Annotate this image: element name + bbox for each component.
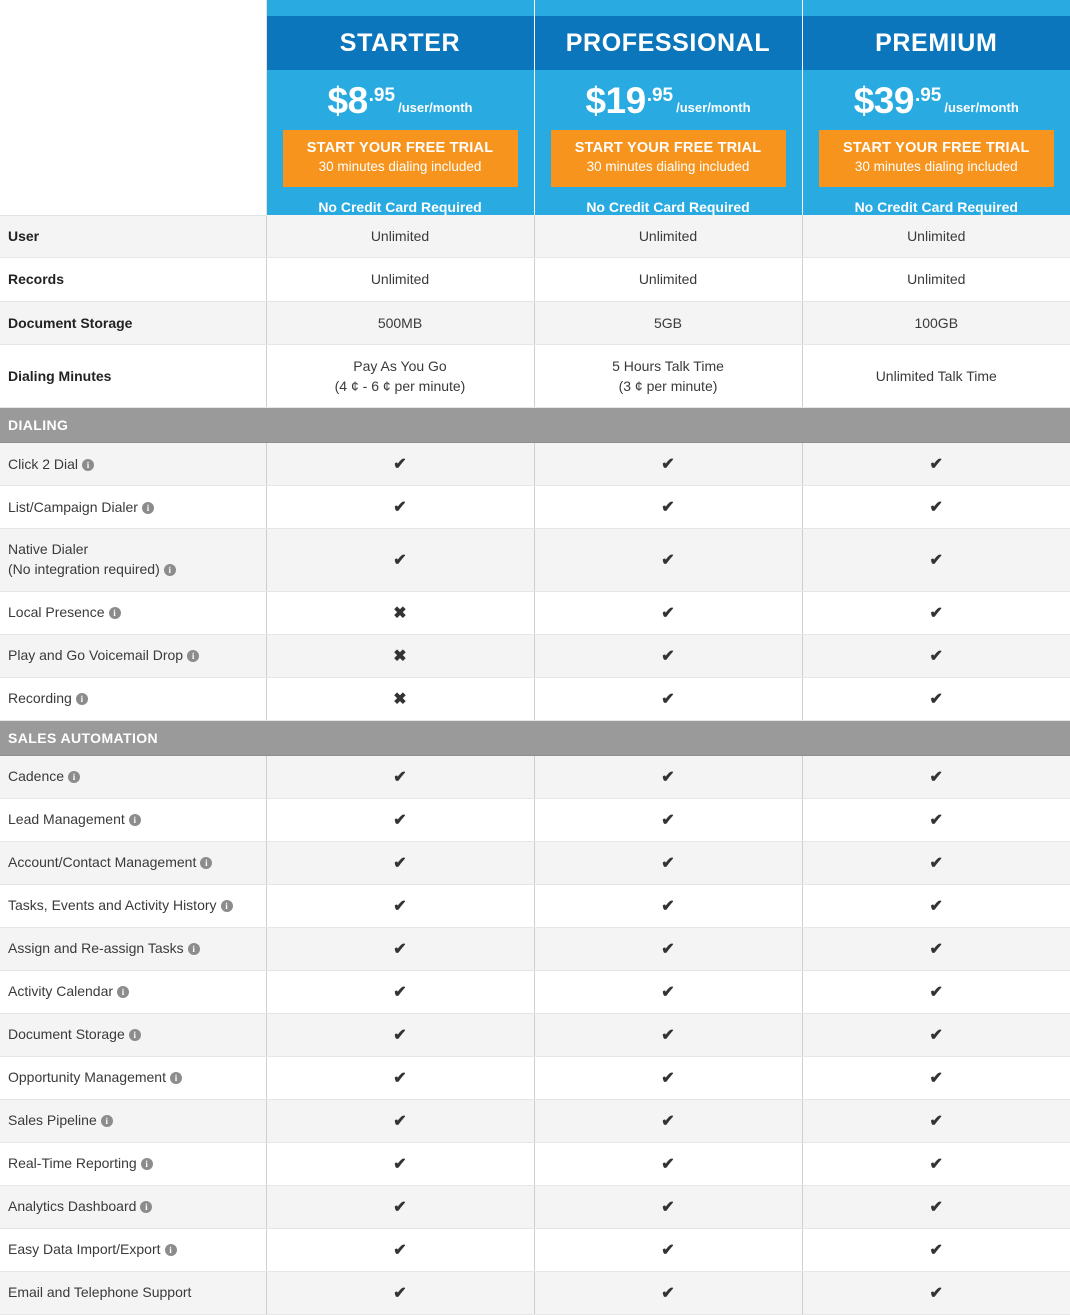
spec-value-main: Unlimited: [809, 269, 1065, 289]
feature-check-starter: [266, 1272, 534, 1315]
feature-label: Analytics Dashboard: [8, 1198, 136, 1214]
info-icon[interactable]: i: [142, 502, 154, 514]
spec-value-professional: [534, 215, 802, 258]
check-icon: ✔: [930, 605, 943, 622]
spec-value-main: Unlimited: [541, 269, 796, 289]
spec-value-main: Unlimited Talk Time: [809, 366, 1065, 386]
feature-label-cell: [0, 1014, 266, 1057]
feature-label-cell: [0, 928, 266, 971]
feature-check-starter: [266, 971, 534, 1014]
spec-value-main: Unlimited: [541, 226, 796, 246]
info-icon[interactable]: i: [129, 814, 141, 826]
feature-check-premium: [802, 1057, 1070, 1100]
feature-label-cell: [0, 1272, 266, 1315]
feature-check-premium: [802, 756, 1070, 799]
check-icon: ✔: [661, 1285, 674, 1302]
feature-label: Assign and Re-assign Tasks: [8, 940, 184, 956]
check-icon: ✔: [661, 812, 674, 829]
check-icon: ✔: [661, 1113, 674, 1130]
plan-title: PROFESSIONAL: [535, 16, 802, 70]
plan-price: [551, 82, 786, 119]
check-icon: ✔: [393, 499, 406, 516]
spec-value-starter: [266, 258, 534, 301]
check-icon: ✔: [661, 1070, 674, 1087]
check-icon: ✔: [661, 499, 674, 516]
check-icon: ✔: [930, 1242, 943, 1259]
feature-check-professional: [534, 842, 802, 885]
feature-check-premium: [802, 443, 1070, 486]
spec-value-starter: [266, 344, 534, 408]
feature-label: Cadence: [8, 768, 64, 784]
table-row: [0, 1143, 1070, 1186]
table-row: [0, 1186, 1070, 1229]
feature-check-starter: [266, 1014, 534, 1057]
feature-label-cell: [0, 1186, 266, 1229]
feature-cross-starter: [266, 635, 534, 678]
feature-label-cell: [0, 1100, 266, 1143]
check-icon: ✔: [661, 984, 674, 1001]
feature-check-premium: [802, 799, 1070, 842]
check-icon: ✔: [930, 1199, 943, 1216]
feature-label-cell: [0, 443, 266, 486]
info-icon[interactable]: i: [109, 607, 121, 619]
feature-check-premium: [802, 1229, 1070, 1272]
check-icon: ✔: [393, 552, 406, 569]
feature-check-starter: [266, 1057, 534, 1100]
cta-main-label: START YOUR FREE TRIAL: [287, 139, 514, 157]
feature-check-starter: [266, 1229, 534, 1272]
spec-value-main: Unlimited: [273, 269, 528, 289]
table-row: [0, 678, 1070, 721]
spec-value-starter: [266, 215, 534, 258]
plan-column-starter: [266, 0, 534, 215]
feature-check-premium: [802, 885, 1070, 928]
feature-check-starter: [266, 1100, 534, 1143]
check-icon: ✔: [661, 769, 674, 786]
start-free-trial-button[interactable]: [551, 130, 786, 187]
table-row: [0, 1272, 1070, 1315]
info-icon[interactable]: i: [117, 986, 129, 998]
price-period: /user/month: [676, 100, 750, 115]
feature-label: Sales Pipeline: [8, 1112, 97, 1128]
feature-check-starter: [266, 443, 534, 486]
spec-value-professional: [534, 301, 802, 344]
spec-value-sub: (4 ¢ - 6 ¢ per minute): [273, 376, 528, 396]
check-icon: ✔: [393, 1242, 406, 1259]
spec-value-main: Pay As You Go: [273, 356, 528, 376]
feature-check-premium: [802, 842, 1070, 885]
feature-check-professional: [534, 1057, 802, 1100]
feature-label: Click 2 Dial: [8, 456, 78, 472]
info-icon[interactable]: i: [141, 1158, 153, 1170]
spec-value-main: 5 Hours Talk Time: [541, 356, 796, 376]
price-cents: .95: [369, 85, 395, 106]
feature-label: Play and Go Voicemail Drop: [8, 647, 183, 663]
check-icon: ✔: [661, 1199, 674, 1216]
table-row: [0, 215, 1070, 258]
feature-check-premium: [802, 971, 1070, 1014]
check-icon: ✔: [930, 1070, 943, 1087]
info-icon[interactable]: i: [221, 900, 233, 912]
table-row: [0, 756, 1070, 799]
spec-value-main: Unlimited: [273, 226, 528, 246]
feature-label: Activity Calendar: [8, 983, 113, 999]
feature-check-starter: [266, 756, 534, 799]
cta-sub-label: 30 minutes dialing included: [823, 157, 1051, 177]
feature-label-cell: [0, 842, 266, 885]
cross-icon: ✖: [393, 648, 406, 665]
feature-check-premium: [802, 592, 1070, 635]
feature-check-professional: [534, 971, 802, 1014]
feature-check-premium: [802, 1272, 1070, 1315]
check-icon: ✔: [393, 456, 406, 473]
feature-label-cell: [0, 885, 266, 928]
info-icon[interactable]: i: [129, 1029, 141, 1041]
feature-check-starter: [266, 928, 534, 971]
cross-icon: ✖: [393, 691, 406, 708]
price-cents: .95: [647, 85, 673, 106]
spec-value-premium: [802, 215, 1070, 258]
start-free-trial-button[interactable]: [819, 130, 1055, 187]
check-icon: ✔: [393, 984, 406, 1001]
plan-title: STARTER: [267, 16, 534, 70]
feature-label-cell: [0, 1143, 266, 1186]
check-icon: ✔: [393, 769, 406, 786]
feature-check-starter: [266, 799, 534, 842]
feature-check-premium: [802, 1100, 1070, 1143]
table-row: [0, 258, 1070, 301]
cta-main-label: START YOUR FREE TRIAL: [823, 139, 1051, 157]
spec-value-professional: [534, 258, 802, 301]
check-icon: ✔: [930, 1113, 943, 1130]
feature-check-professional: [534, 799, 802, 842]
check-icon: ✔: [393, 812, 406, 829]
feature-check-premium: [802, 928, 1070, 971]
spec-value-main: 100GB: [809, 313, 1065, 333]
check-icon: ✔: [661, 1156, 674, 1173]
table-row: [0, 301, 1070, 344]
spec-value-main: Unlimited: [809, 226, 1065, 246]
check-icon: ✔: [393, 1027, 406, 1044]
price-amount: $39: [854, 80, 914, 121]
feature-check-professional: [534, 678, 802, 721]
spec-value-sub: (3 ¢ per minute): [541, 376, 796, 396]
feature-label-cell: [0, 678, 266, 721]
feature-check-premium: [802, 635, 1070, 678]
check-icon: ✔: [393, 1285, 406, 1302]
feature-check-professional: [534, 486, 802, 529]
feature-label: Tasks, Events and Activity History: [8, 897, 217, 913]
info-icon[interactable]: i: [140, 1201, 152, 1213]
plan-price: [819, 82, 1055, 119]
table-row: [0, 344, 1070, 408]
check-icon: ✔: [930, 648, 943, 665]
spec-value-main: 500MB: [273, 313, 528, 333]
check-icon: ✔: [930, 984, 943, 1001]
check-icon: ✔: [930, 898, 943, 915]
check-icon: ✔: [661, 1242, 674, 1259]
check-icon: ✔: [393, 855, 406, 872]
no-credit-card-note: No Credit Card Required: [819, 187, 1055, 215]
feature-check-professional: [534, 1272, 802, 1315]
spec-label: Records: [0, 258, 266, 301]
spec-value-premium: [802, 344, 1070, 408]
no-credit-card-note: No Credit Card Required: [283, 187, 518, 215]
info-icon[interactable]: i: [68, 771, 80, 783]
check-icon: ✔: [393, 1156, 406, 1173]
check-icon: ✔: [393, 1113, 406, 1130]
feature-check-professional: [534, 592, 802, 635]
table-row: [0, 799, 1070, 842]
feature-label: Email and Telephone Support: [8, 1284, 191, 1300]
header-blank-cell: [0, 0, 266, 215]
feature-label: Recording: [8, 690, 72, 706]
check-icon: ✔: [930, 769, 943, 786]
section-header-row: [0, 408, 1070, 443]
feature-label-cell: [0, 971, 266, 1014]
no-credit-card-note: No Credit Card Required: [551, 187, 786, 215]
feature-cross-starter: [266, 678, 534, 721]
feature-check-premium: [802, 1014, 1070, 1057]
section-title: DIALING: [0, 408, 1070, 443]
plan-price: [283, 82, 518, 119]
table-row: [0, 529, 1070, 592]
feature-label: Native Dialer: [8, 541, 88, 557]
cta-main-label: START YOUR FREE TRIAL: [555, 139, 782, 157]
spec-label: Dialing Minutes: [0, 344, 266, 408]
feature-check-professional: [534, 635, 802, 678]
feature-label: Account/Contact Management: [8, 854, 196, 870]
feature-label: Real-Time Reporting: [8, 1155, 137, 1171]
feature-label: Lead Management: [8, 811, 125, 827]
check-icon: ✔: [930, 1285, 943, 1302]
info-icon[interactable]: i: [82, 459, 94, 471]
info-icon[interactable]: i: [170, 1072, 182, 1084]
check-icon: ✔: [661, 691, 674, 708]
check-icon: ✔: [661, 898, 674, 915]
table-row: [0, 928, 1070, 971]
feature-check-professional: [534, 1186, 802, 1229]
info-icon[interactable]: i: [76, 693, 88, 705]
check-icon: ✔: [930, 456, 943, 473]
table-row: [0, 443, 1070, 486]
cta-sub-label: 30 minutes dialing included: [555, 157, 782, 177]
feature-label-cell: [0, 756, 266, 799]
feature-label-cell: [0, 592, 266, 635]
check-icon: ✔: [393, 898, 406, 915]
feature-label-cell: [0, 799, 266, 842]
feature-check-professional: [534, 1100, 802, 1143]
feature-check-starter: [266, 1186, 534, 1229]
plan-header-row: [0, 0, 1070, 215]
price-amount: $19: [585, 80, 645, 121]
feature-check-professional: [534, 529, 802, 592]
feature-label-cell: [0, 529, 266, 592]
feature-check-starter: [266, 842, 534, 885]
feature-check-premium: [802, 1143, 1070, 1186]
info-icon[interactable]: i: [101, 1115, 113, 1127]
feature-label: List/Campaign Dialer: [8, 499, 138, 515]
table-row: [0, 635, 1070, 678]
feature-check-starter: [266, 486, 534, 529]
feature-check-professional: [534, 1229, 802, 1272]
table-row: [0, 486, 1070, 529]
section-title: SALES AUTOMATION: [0, 721, 1070, 756]
price-cents: .95: [915, 85, 941, 106]
feature-check-starter: [266, 529, 534, 592]
feature-check-professional: [534, 928, 802, 971]
check-icon: ✔: [661, 552, 674, 569]
plan-column-professional: [534, 0, 802, 215]
spec-value-starter: [266, 301, 534, 344]
feature-check-professional: [534, 1014, 802, 1057]
plan-column-premium: [802, 0, 1070, 215]
table-row: [0, 1014, 1070, 1057]
cross-icon: ✖: [393, 605, 406, 622]
feature-cross-starter: [266, 592, 534, 635]
feature-label: Opportunity Management: [8, 1069, 166, 1085]
table-row: [0, 1100, 1070, 1143]
check-icon: ✔: [661, 1027, 674, 1044]
check-icon: ✔: [661, 855, 674, 872]
info-icon[interactable]: i: [188, 943, 200, 955]
price-amount: $8: [328, 80, 368, 121]
info-icon[interactable]: i: [200, 857, 212, 869]
feature-check-professional: [534, 756, 802, 799]
table-row: [0, 1229, 1070, 1272]
feature-check-premium: [802, 1186, 1070, 1229]
spec-value-premium: [802, 258, 1070, 301]
table-row: [0, 971, 1070, 1014]
check-icon: ✔: [930, 941, 943, 958]
feature-check-starter: [266, 1143, 534, 1186]
feature-label-secondary-text: (No integration required): [8, 561, 160, 577]
table-row: [0, 592, 1070, 635]
feature-label-cell: [0, 1057, 266, 1100]
check-icon: ✔: [661, 605, 674, 622]
feature-label-secondary: [8, 560, 266, 580]
check-icon: ✔: [930, 499, 943, 516]
feature-label-cell: [0, 1229, 266, 1272]
feature-label: Local Presence: [8, 604, 105, 620]
table-row: [0, 842, 1070, 885]
check-icon: ✔: [661, 941, 674, 958]
price-period: /user/month: [398, 100, 472, 115]
feature-check-premium: [802, 678, 1070, 721]
plan-title: PREMIUM: [803, 16, 1070, 70]
check-icon: ✔: [930, 855, 943, 872]
spec-label: Document Storage: [0, 301, 266, 344]
feature-label: Easy Data Import/Export: [8, 1241, 161, 1257]
check-icon: ✔: [930, 1027, 943, 1044]
check-icon: ✔: [930, 812, 943, 829]
spec-value-main: 5GB: [541, 313, 796, 333]
feature-check-professional: [534, 1143, 802, 1186]
info-icon[interactable]: i: [165, 1244, 177, 1256]
spec-value-professional: [534, 344, 802, 408]
cta-sub-label: 30 minutes dialing included: [287, 157, 514, 177]
spec-value-premium: [802, 301, 1070, 344]
feature-check-starter: [266, 885, 534, 928]
check-icon: ✔: [930, 552, 943, 569]
price-period: /user/month: [944, 100, 1018, 115]
check-icon: ✔: [661, 456, 674, 473]
feature-check-premium: [802, 486, 1070, 529]
section-header-row: [0, 721, 1070, 756]
check-icon: ✔: [393, 941, 406, 958]
start-free-trial-button[interactable]: [283, 130, 518, 187]
info-icon[interactable]: i: [187, 650, 199, 662]
feature-check-professional: [534, 885, 802, 928]
check-icon: ✔: [393, 1070, 406, 1087]
table-row: [0, 1057, 1070, 1100]
feature-label: Document Storage: [8, 1026, 125, 1042]
check-icon: ✔: [930, 691, 943, 708]
check-icon: ✔: [661, 648, 674, 665]
table-row: [0, 885, 1070, 928]
info-icon[interactable]: i: [164, 564, 176, 576]
feature-check-professional: [534, 443, 802, 486]
spec-label: User: [0, 215, 266, 258]
check-icon: ✔: [930, 1156, 943, 1173]
feature-label-cell: [0, 486, 266, 529]
check-icon: ✔: [393, 1199, 406, 1216]
feature-check-premium: [802, 529, 1070, 592]
feature-label-cell: [0, 635, 266, 678]
